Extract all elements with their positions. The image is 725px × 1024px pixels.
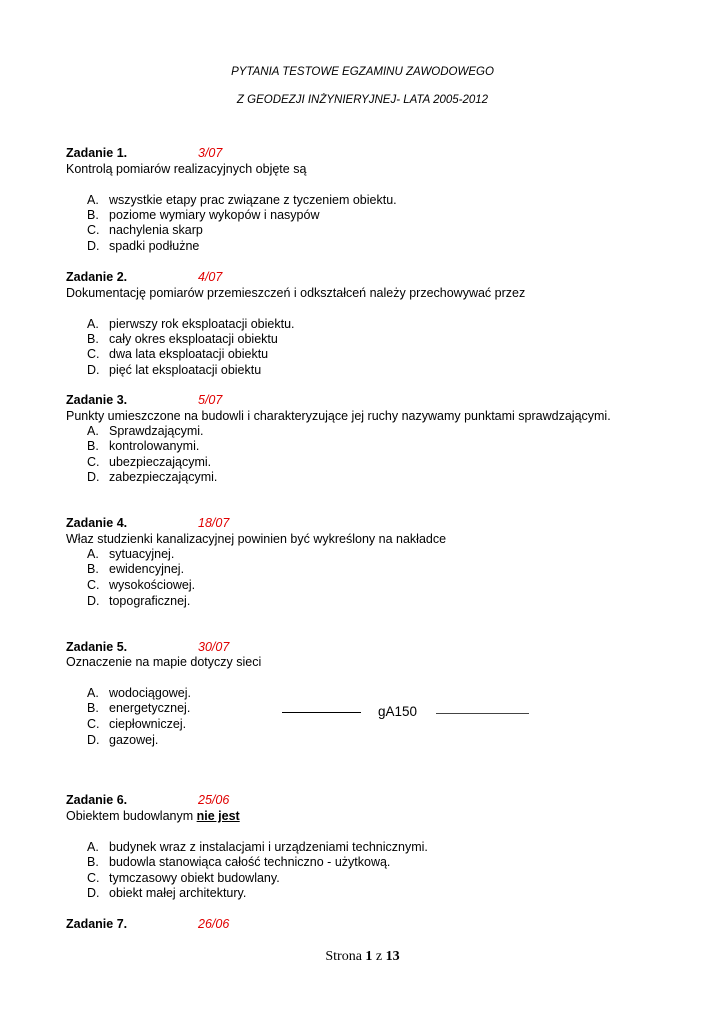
task-3-option-c [87, 455, 211, 469]
option-text: wodociągowej. [109, 686, 191, 700]
option-text: kontrolowanymi. [109, 439, 200, 453]
footer-prefix: Strona [325, 949, 366, 964]
task-4-question: Właz studzienki kanalizacyjnej powinien być wykreślony na nakładce [66, 532, 447, 546]
task-4-option-a [87, 547, 174, 561]
task-2-option-a [87, 317, 295, 331]
map-symbol-line-left [282, 712, 361, 713]
task-4-title: Zadanie 4. [66, 516, 128, 530]
task-3-option-a [87, 424, 203, 438]
option-letter: B. [87, 562, 99, 576]
option-text: wysokościowej. [109, 578, 196, 592]
task-3-title: Zadanie 3. [66, 393, 128, 407]
question-text: Obiektem budowlanym [66, 809, 197, 823]
task-4-option-b [87, 562, 184, 576]
option-letter: D. [87, 594, 100, 608]
option-letter: D. [87, 239, 100, 253]
task-1-question: Kontrolą pomiarów realizacyjnych objęte są [66, 162, 307, 176]
task-2-option-c [87, 347, 268, 361]
question-emphasis: nie jest [196, 809, 240, 823]
option-text: dwa lata eksploatacji obiektu [109, 347, 269, 361]
task-5-option-c [87, 717, 186, 731]
task-1-option-b [87, 208, 320, 222]
option-text: topograficznej. [109, 594, 191, 608]
task-5-option-b [87, 701, 190, 715]
task-6-question [66, 809, 240, 823]
option-letter: B. [87, 701, 99, 715]
task-6-option-d [87, 886, 246, 900]
map-symbol-line-right [436, 713, 529, 714]
task-2-question: Dokumentację pomiarów przemieszczeń i odkształceń należy przechowywać przez [66, 286, 526, 300]
option-letter: D. [87, 363, 100, 377]
option-text: pięć lat eksploatacji obiektu [109, 363, 262, 377]
option-text: cały okres eksploatacji obiektu [109, 332, 278, 346]
option-text: energetycznej. [109, 701, 191, 715]
option-text: pierwszy rok eksploatacji obiektu. [109, 317, 295, 331]
option-letter: D. [87, 886, 100, 900]
option-text: ubezpieczającymi. [109, 455, 212, 469]
task-6-option-b [87, 855, 390, 869]
option-letter: B. [87, 439, 99, 453]
option-letter: C. [87, 455, 100, 469]
task-6-title: Zadanie 6. [66, 793, 128, 807]
task-5-question: Oznaczenie na mapie dotyczy sieci [66, 655, 262, 669]
task-5-code: 30/07 [198, 640, 230, 654]
option-text: ewidencyjnej. [109, 562, 185, 576]
option-letter: A. [87, 686, 99, 700]
option-letter: A. [87, 193, 99, 207]
task-3-code: 5/07 [198, 393, 223, 407]
task-6-option-a [87, 840, 428, 854]
footer-page-number: 1 [365, 949, 373, 964]
task-2-title: Zadanie 2. [66, 270, 128, 284]
task-4-option-c [87, 578, 195, 592]
task-7-title: Zadanie 7. [66, 917, 128, 931]
footer-separator: z [372, 949, 386, 964]
task-5-option-a [87, 686, 191, 700]
option-text: obiekt małej architektury. [109, 886, 247, 900]
task-5-option-d [87, 733, 158, 747]
option-letter: A. [87, 424, 99, 438]
document-header-line1: PYTANIA TESTOWE EGZAMINU ZAWODOWEGO [231, 66, 494, 78]
task-3-option-d [87, 470, 217, 484]
option-text: zabezpieczającymi. [109, 470, 218, 484]
task-3-question: Punkty umieszczone na budowli i charakteryzujące jej ruchy nazywamy punktami sprawdzającymi. [66, 409, 611, 423]
option-text: budowla stanowiąca całość techniczno - użytkową. [109, 855, 391, 869]
option-text: nachylenia skarp [109, 223, 203, 237]
option-text: spadki podłużne [109, 239, 200, 253]
option-letter: C. [87, 871, 100, 885]
task-1-option-c [87, 223, 203, 237]
option-letter: A. [87, 317, 99, 331]
task-5-title: Zadanie 5. [66, 640, 128, 654]
page-footer [0, 949, 725, 965]
task-2-option-b [87, 332, 278, 346]
task-3-option-b [87, 439, 199, 453]
task-7-code: 26/06 [198, 917, 230, 931]
option-text: wszystkie etapy prac związane z tyczeniem obiektu. [109, 193, 397, 207]
task-1-code: 3/07 [198, 146, 223, 160]
option-letter: B. [87, 208, 99, 222]
option-letter: D. [87, 733, 100, 747]
document-header-line2: Z GEODEZJI INŻYNIERYJNEJ- LATA 2005-2012 [236, 94, 489, 106]
task-1-option-a [87, 193, 397, 207]
option-letter: C. [87, 578, 100, 592]
task-6-option-c [87, 871, 280, 885]
task-4-code: 18/07 [198, 516, 230, 530]
option-text: Sprawdzającymi. [109, 424, 204, 438]
option-text: ciepłowniczej. [109, 717, 187, 731]
task-1-title: Zadanie 1. [66, 146, 128, 160]
option-letter: D. [87, 470, 100, 484]
footer-page-total: 13 [385, 949, 400, 964]
option-letter: B. [87, 855, 99, 869]
option-letter: C. [87, 223, 100, 237]
option-letter: B. [87, 332, 99, 346]
task-2-option-d [87, 363, 261, 377]
option-text: sytuacyjnej. [109, 547, 175, 561]
option-letter: C. [87, 717, 100, 731]
option-text: budynek wraz z instalacjami i urządzeniami technicznymi. [109, 840, 428, 854]
map-symbol-label: gA150 [378, 704, 418, 719]
task-1-option-d [87, 239, 199, 253]
option-letter: A. [87, 547, 99, 561]
task-6-code: 25/06 [198, 793, 230, 807]
option-letter: C. [87, 347, 100, 361]
option-text: tymczasowy obiekt budowlany. [109, 871, 280, 885]
task-2-code: 4/07 [198, 270, 223, 284]
option-text: gazowej. [109, 733, 159, 747]
task-4-option-d [87, 594, 190, 608]
option-letter: A. [87, 840, 99, 854]
option-text: poziome wymiary wykopów i nasypów [109, 208, 320, 222]
